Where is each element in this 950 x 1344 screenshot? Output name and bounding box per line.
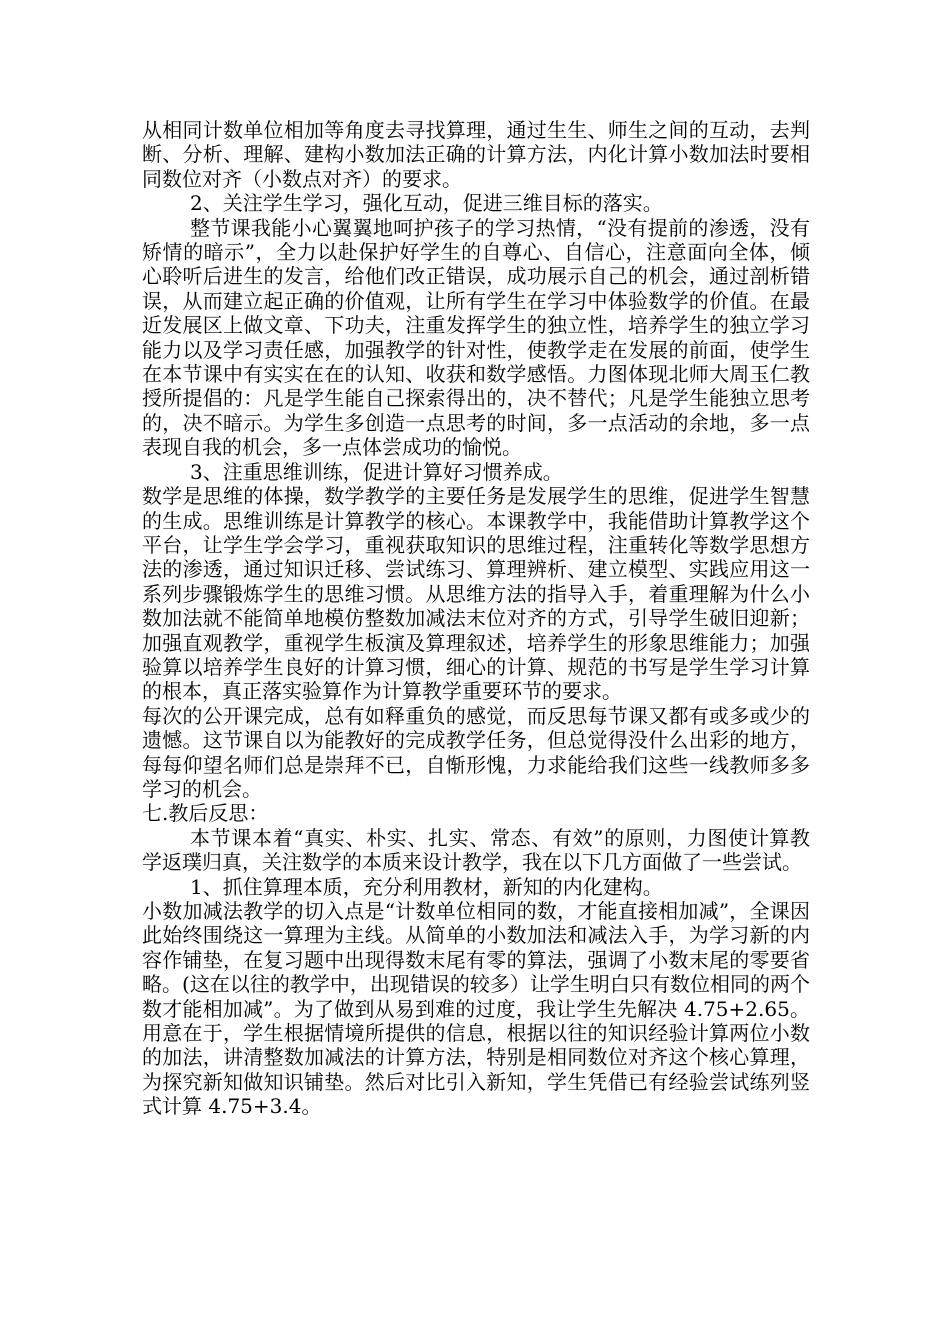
section-heading: 2、关注学生学习，强化互动，促进三维目标的落实。 [190,191,663,216]
paragraph: 小数加减法教学的切入点是“计数单位相同的数，才能直接相加减”，全课因此始终围绕这一算理为主线。从简单的小数加法和减法入手，为学习新的内容作铺垫，在复习题中出现得数末尾有零的算法，强调了小数末尾的零要省略。(这在以往的教学中，出现错误的较多）让学生明白只有数位相同的两个数才能相加减”。为了做到从易到难的过度，我让学生先解决 4.75+2.65。用意在于，学生根据情境所提供的信息，根据以往的知识经验计算两位小数的加法，讲清整数加减法的计算方法，特别是相同数位对齐这个核心算理，为探究新知做知识铺垫。然后对比引入新知，学生凭借已有经验尝试练列竖式计算 4.75+3.4。 [142,899,810,1119]
paragraph: 本节课本着“真实、朴实、扎实、常态、有效”的原则，力图使计算教学返璞归真，关注数学的本质来设计教学，我在以下几方面做了一些尝试。 [142,825,810,875]
section-heading: 1、抓住算理本质，充分利用教材，新知的内化建构。 [190,874,663,899]
section-title: 七.教后反思： [142,801,269,826]
paragraph: 每次的公开课完成，总有如释重负的感觉，而反思每节课又都有或多或少的遗憾。这节课自以为能教好的完成教学任务，但总觉得没什么出彩的地方，每每仰望名师们总是崇拜不已，自惭形愧，力求能给我们这些一线教师多多学习的机会。 [142,703,810,801]
paragraph: 整节课我能小心翼翼地呵护孩子的学习热情，“没有提前的渗透，没有矫情的暗示”，全力以赴保护好学生的自尊心、自信心，注意面向全体，倾心聆听后进生的发言，给他们改正错误，成功展示自己的机会，通过剖析错误，从而建立起正确的价值观，让所有学生在学习中体验数学的价值。在最近发展区上做文章、下功夫，注重发挥学生的独立性，培养学生的独立学习能力以及学习责任感，加强教学的针对性，使教学走在发展的前面，使学生在本节课中有实实在在的认知、收获和数学感悟。力图体现北师大周玉仁教授所提倡的：凡是学生能自己探索得出的，决不替代；凡是学生能独立思考的，决不暗示。为学生多创造一点思考的时间，多一点活动的余地，多一点表现自我的机会，多一点体尝成功的愉悦。 [142,215,810,460]
document-body [142,118,810,1119]
paragraph: 从相同计数单位相加等角度去寻找算理，通过生生、师生之间的互动，去判断、分析、理解、建构小数加法正确的计算方法，内化计算小数加法时要相同数位对齐（小数点对齐）的要求。 [142,118,810,191]
section-heading: 3、注重思维训练，促进计算好习惯养成。 [190,459,563,484]
paragraph: 数学是思维的体操，数学教学的主要任务是发展学生的思维，促进学生智慧的生成。思维训练是计算教学的核心。本课教学中，我能借助计算教学这个平台，让学生学会学习，重视获取知识的思维过程，注重转化等数学思想方法的渗透，通过知识迁移、尝试练习、算理辨析、建立模型、实践应用这一系列步骤锻炼学生的思维习惯。从思维方法的指导入手，着重理解为什么小数加法就不能简单地模仿整数加减法末位对齐的方式，引导学生破旧迎新；加强直观教学，重视学生板演及算理叙述，培养学生的形象思维能力；加强验算以培养学生良好的计算习惯，细心的计算、规范的书写是学生学习计算的根本，真正落实验算作为计算教学重要环节的要求。 [142,484,810,704]
